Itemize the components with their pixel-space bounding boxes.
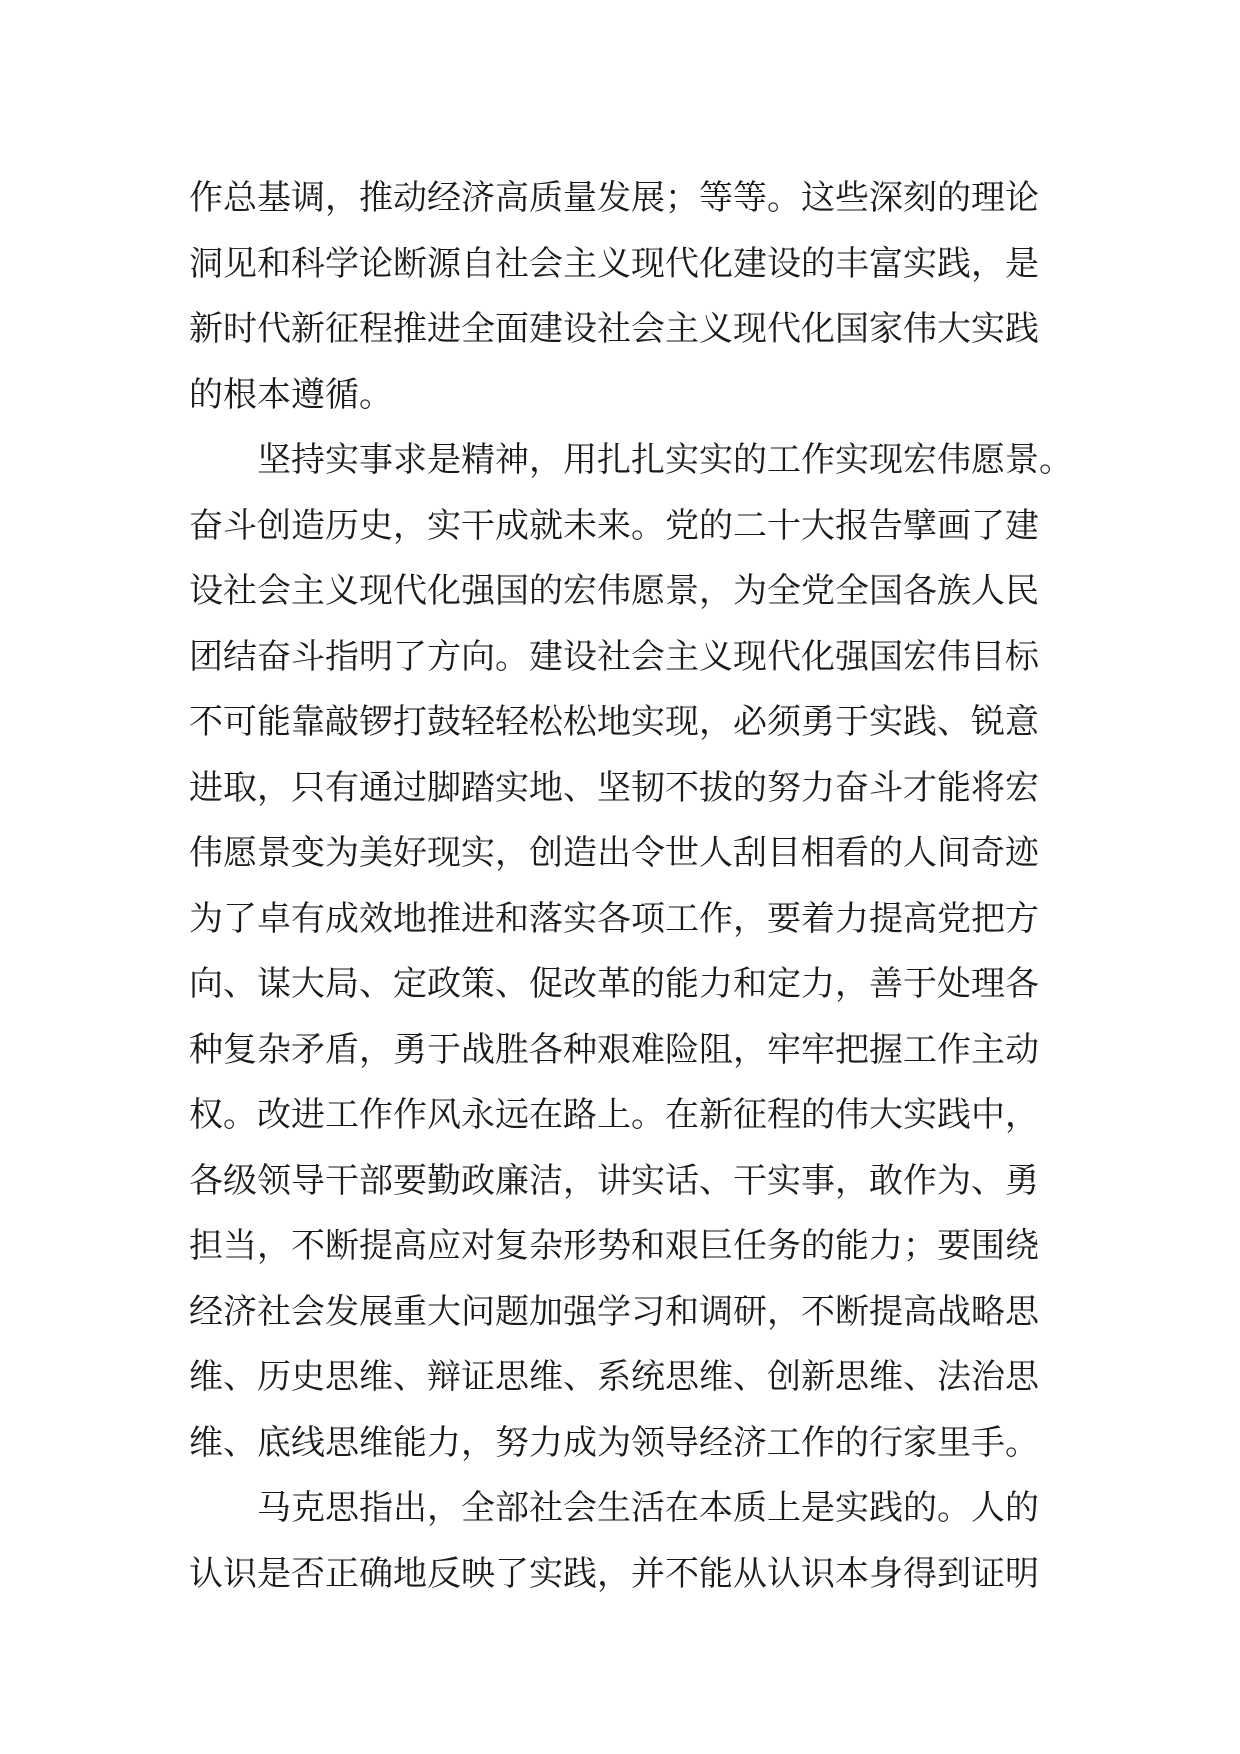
text-line: 设社会主义现代化强国的宏伟愿景，为全党全国各族人民 [189,571,1039,611]
text-line: 经济社会发展重大问题加强学习和调研，不断提高战略思 [189,1291,1039,1332]
text-line: 进取，只有通过脚踏实地、坚韧不拔的努力奋斗才能将宏 [189,767,1039,808]
text-line: 伟愿景变为美好现实，创造出令世人刮目相看的人间奇迹 [189,833,1039,873]
paragraph-first-line: 坚持实事求是精神，用扎扎实实的工作实现宏伟愿景。 [257,440,1073,480]
text-line: 维、底线思维能力，努力成为领导经济工作的行家里手。 [189,1422,1039,1463]
body-text [189,166,1073,1607]
text-line: 的根本遵循。 [189,374,393,415]
text-line: 担当，不断提高应对复杂形势和艰巨任务的能力；要围绕 [189,1226,1039,1266]
text-line: 作总基调，推动经济高质量发展；等等。这些深刻的理论 [189,178,1039,218]
text-line: 为了卓有成效地推进和落实各项工作，要着力提高党把方 [189,898,1039,939]
text-line: 团结奋斗指明了方向。建设社会主义现代化强国宏伟目标 [189,636,1039,677]
text-line: 不可能靠敲锣打鼓轻轻松松地实现，必须勇于实践、锐意 [189,702,1039,742]
text-line: 奋斗创造历史，实干成就未来。党的二十大报告擘画了建 [189,505,1039,546]
text-line: 洞见和科学论断源自社会主义现代化建设的丰富实践，是 [189,243,1039,284]
paragraph-first-line: 马克思指出，全部社会生活在本质上是实践的。人的 [257,1488,1039,1528]
text-line: 新时代新征程推进全面建设社会主义现代化国家伟大实践 [189,309,1039,349]
text-line: 各级领导干部要勤政廉洁，讲实话、干实事，敢作为、勇 [189,1160,1039,1201]
text-line: 权。改进工作作风永远在路上。在新征程的伟大实践中， [189,1095,1039,1135]
text-line: 向、谋大局、定政策、促改革的能力和定力，善于处理各 [189,964,1039,1004]
text-line: 种复杂矛盾，勇于战胜各种艰难险阻，牢牢把握工作主动 [189,1029,1039,1070]
text-line: 维、历史思维、辩证思维、系统思维、创新思维、法治思 [189,1357,1039,1397]
text-line: 认识是否正确地反映了实践，并不能从认识本身得到证明 [189,1553,1039,1594]
